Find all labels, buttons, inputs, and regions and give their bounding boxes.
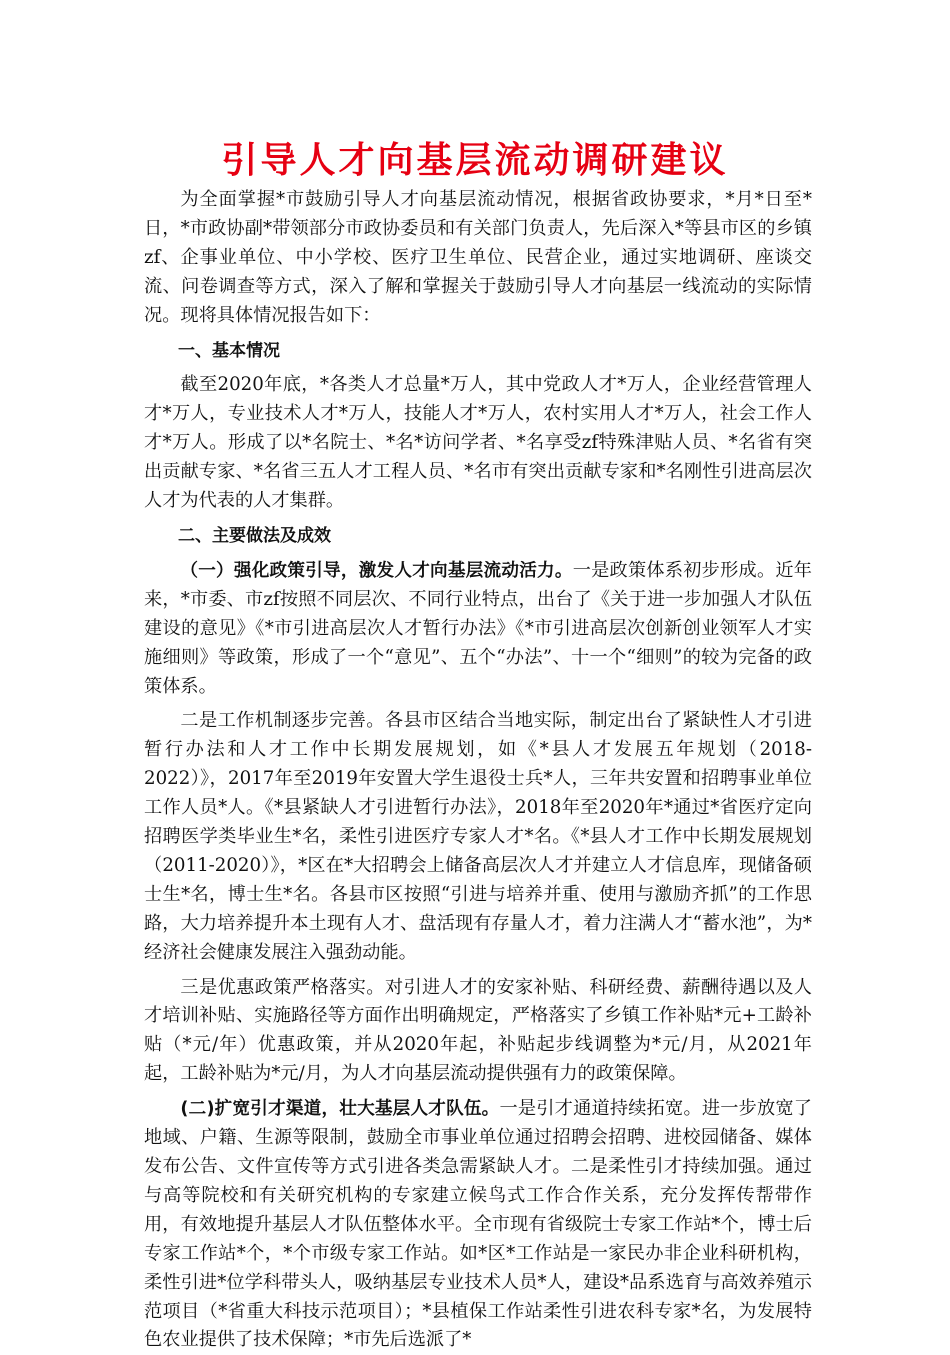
subsection-text-2: 一是引才通道持续拓宽。进一步放宽了地域、户籍、生源等限制，鼓励全市事业单位通过招聘会招聘、进校园储备、媒体发布公告、文件宣传等方式引进各类急需紧缺人才。二是柔性引才持续加强。通过与高等院校和有关研究机构的专家建立候鸟式工作合作关系，充分发挥传帮带作用，有效地提升基层人才队伍整体水平。全市现有省级院士专家工作站*个，博士后专家工作站*个，*个市级专家工作站。如*区*工作站是一家民办非企业科研机构，柔性引进*位学科带头人，吸纳基层专业技术人员*人，建设*品系选育与高效养殖示范项目（*省重大科技示范项目）；*县植保工作站柔性引进农科专家*名，为发展特色农业提供了技术保障；*市先后选派了* (144, 1098, 812, 1351)
mechanism-paragraph: 二是工作机制逐步完善。各县市区结合当地实际，制定出台了紧缺性人才引进暂行办法和人才工作中长期发展规划，如《*县人才发展五年规划（2018-2022）》，2017年至2019年安置大学生退役士兵*人，三年共安置和招聘事业单位工作人员*人。《*县紧缺人才引进暂行办法》，2018年至2020年*通过*省医疗定向招聘医学类毕业生*名，柔性引进医疗专家人才*名。《*县人才工作中长期发展规划（2011-2020）》，*区在*大招聘会上储备高层次人才并建立人才信息库，现储备硕士生*名，博士生*名。各县市区按照“引进与培养并重、使用与激励齐抓”的工作思路，大力培养提升本土现有人才、盘活现有存量人才，着力注满人才“蓄水池”，为*经济社会健康发展注入强劲动能。 (144, 710, 812, 963)
preferential-policy-paragraph: 三是优惠政策严格落实。对引进人才的安家补贴、科研经费、薪酬待遇以及人才培训补贴、实施路径等方面作出明确规定，严格落实了乡镇工作补贴*元+工龄补贴（*元/年）优惠政策，并从2020年起，补贴起步线调整为*元/月，从2021年起，工龄补贴为*元/月，为人才向基层流动提供强有力的政策保障。 (144, 976, 812, 1085)
section-heading-basic: 一、基本情况 (178, 340, 280, 361)
subsection-talent-channels (144, 1095, 812, 1355)
document-title: 引导人才向基层流动调研建议 (221, 139, 729, 181)
document-body (144, 186, 812, 1355)
subsection-lead-2: (二)扩宽引才渠道，壮大基层人才队伍。 (180, 1099, 500, 1120)
basic-situation-paragraph: 截至2020年底，*各类人才总量*万人，其中党政人才*万人，企业经营管理人才*万人，专业技术人才*万人，技能人才*万人，农村实用人才*万人，社会工作人才*万人。形成了以*名院士、*名*访问学者、*名享受zf特殊津贴人员、*名省有突出贡献专家、*名省三五人才工程人员、*名市有突出贡献专家和*名刚性引进高层次人才为代表的人才集群。 (144, 374, 812, 512)
subsection-text-1: 一是政策体系初步形成。近年来，*市委、市zf按照不同层次、不同行业特点，出台了《关于进一步加强人才队伍建设的意见》《*市引进高层次人才暂行办法》《*市引进高层次创新创业领军人才实施细则》等政策，形成了一个“意见”、五个“办法”、十一个“细则”的较为完备的政策体系。 (144, 559, 812, 697)
subsection-policy-guidance (144, 557, 812, 702)
subsection-lead-1: （一）强化政策引导，激发人才向基层流动活力。 (180, 560, 573, 581)
intro-paragraph: 为全面掌握*市鼓励引导人才向基层流动情况，根据省政协要求，*月*日至*日，*市政协副*带领部分市政协委员和有关部门负责人，先后深入*等县市区的乡镇zf、企事业单位、中小学校、医疗卫生单位、民营企业，通过实地调研、座谈交流、问卷调查等方式，深入了解和掌握关于鼓励引导人才向基层一线流动的实际情况。现将具体情况报告如下： (144, 189, 812, 326)
section-heading-measures: 二、主要做法及成效 (178, 525, 331, 546)
